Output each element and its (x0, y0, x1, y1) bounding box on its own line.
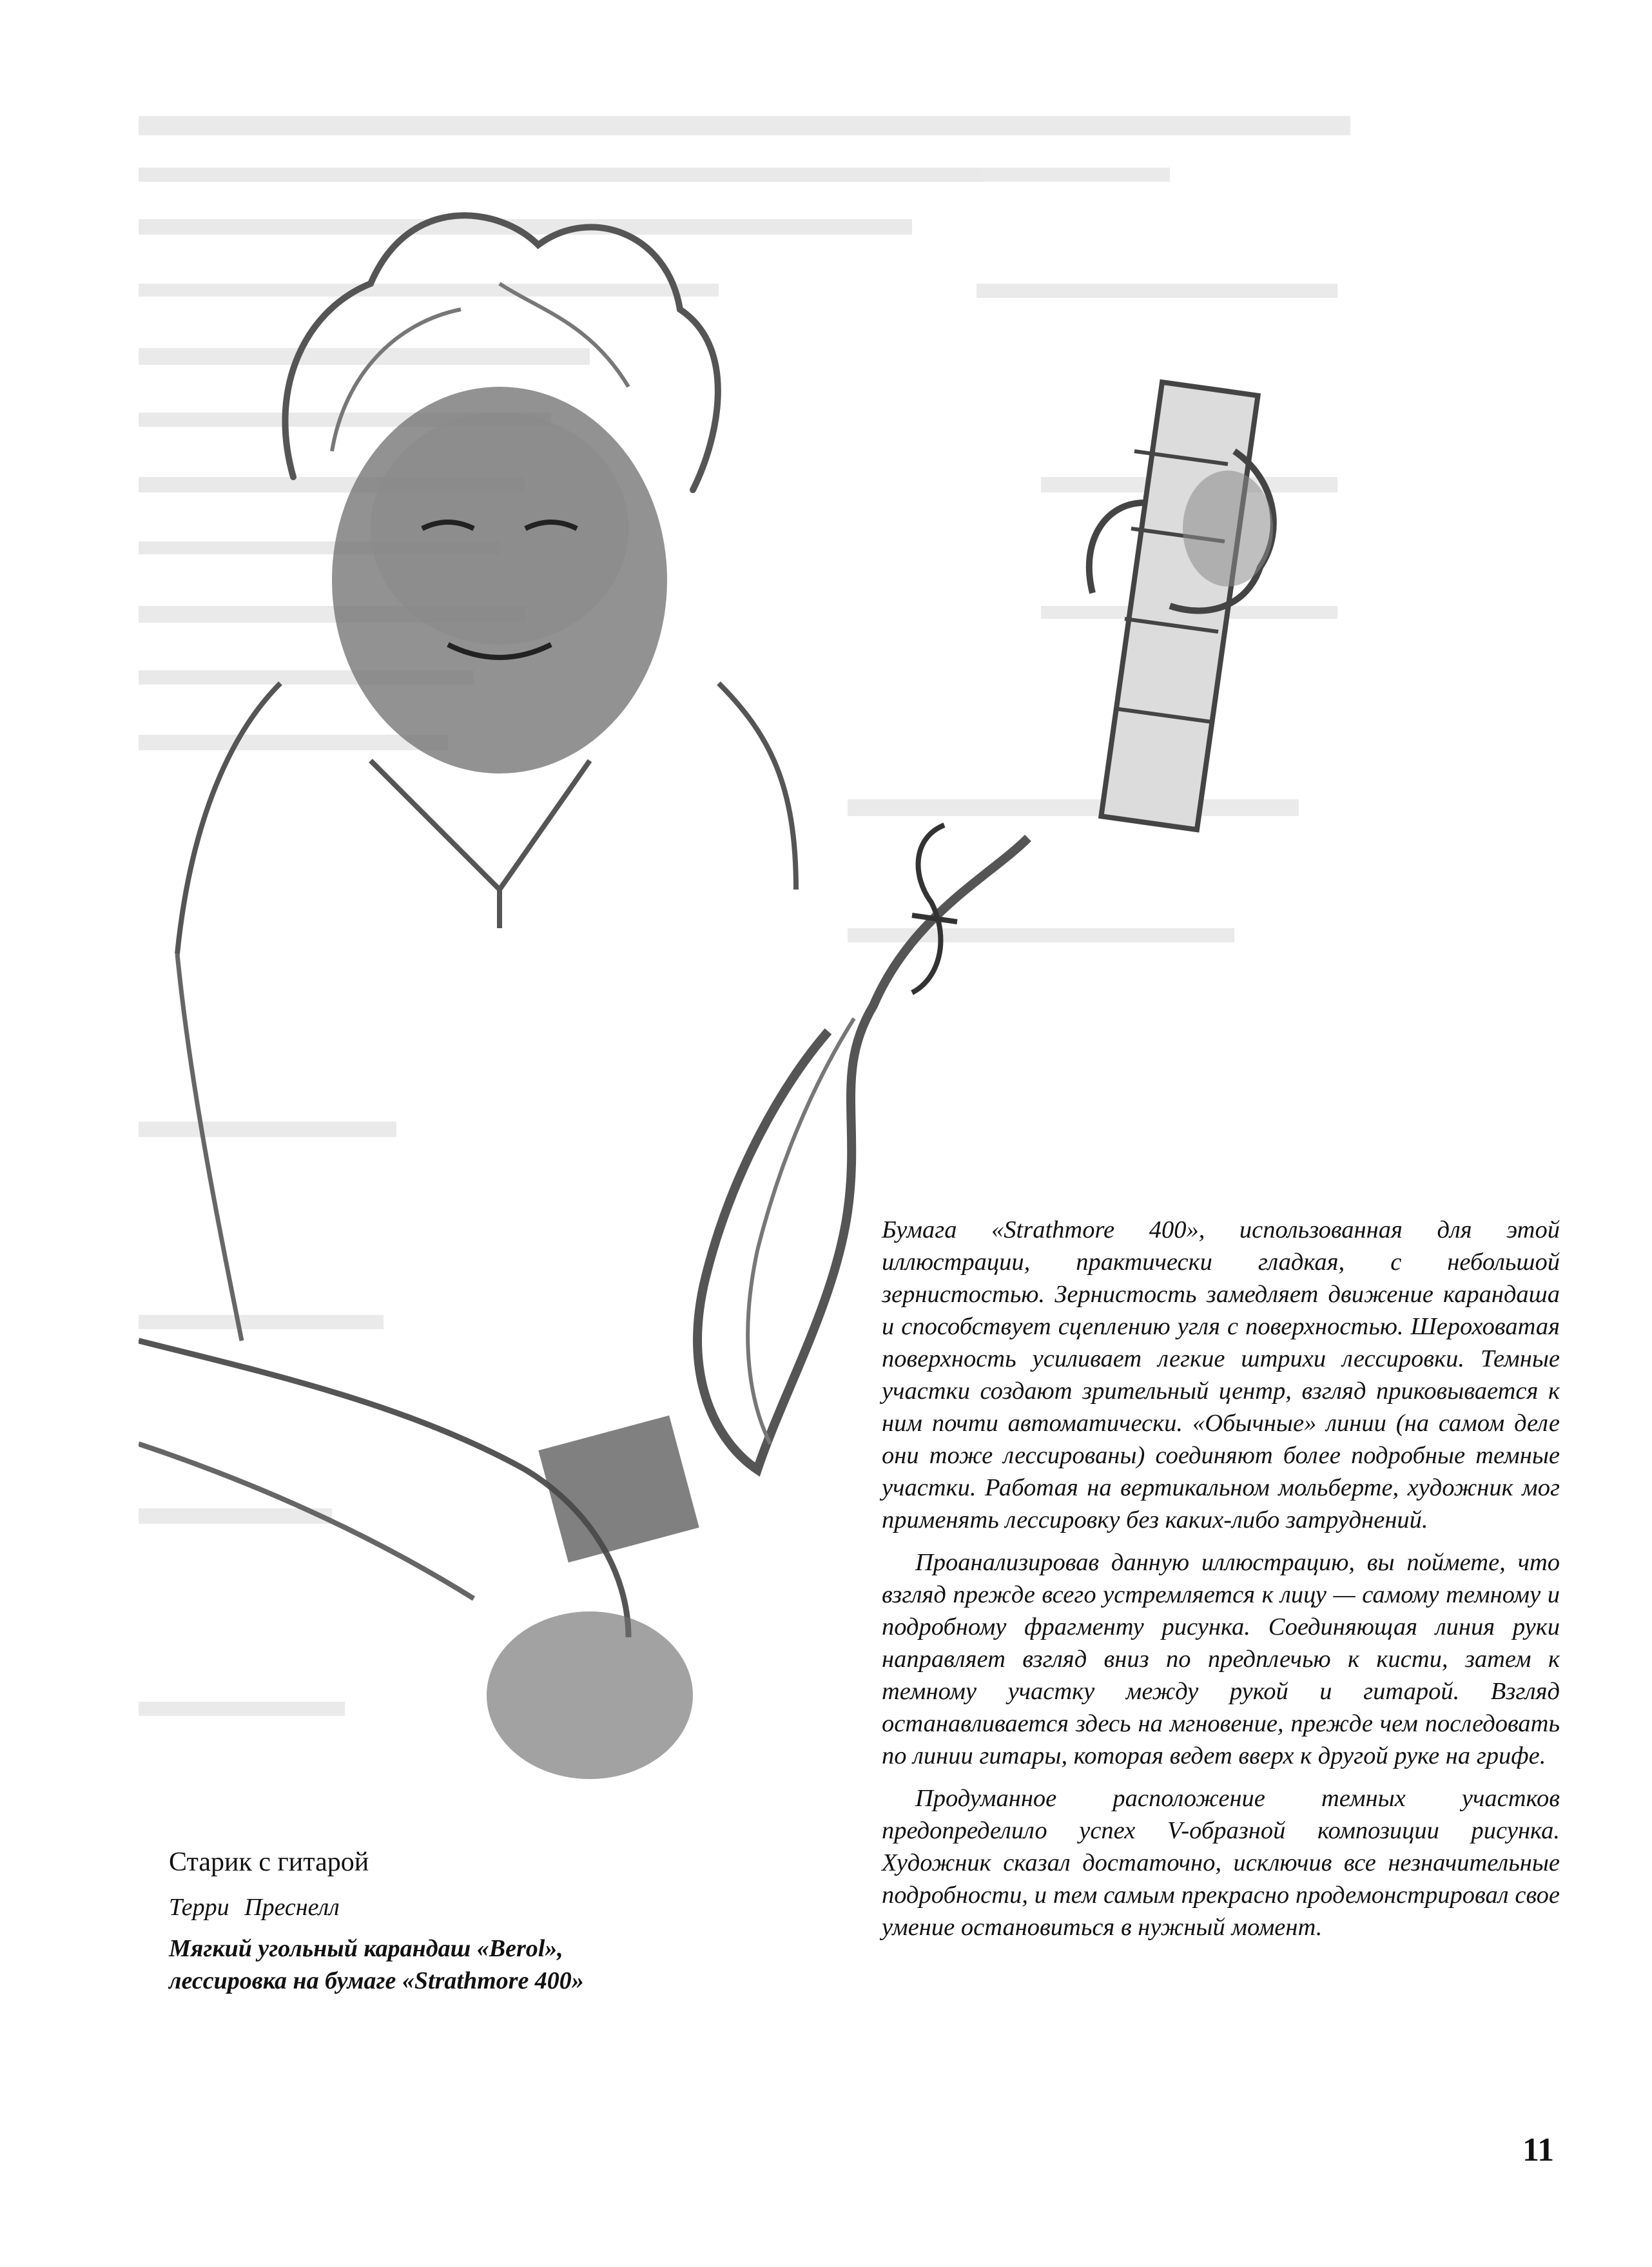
caption-medium-line-1: Мягкий угольный карандаш «Berol», (169, 1934, 563, 1962)
caption-title: Старик с гитарой (169, 1847, 369, 1877)
figure-caption (169, 1845, 749, 1997)
hand-dark-area (487, 1611, 693, 1779)
wrist-dark-band (538, 1416, 699, 1562)
caption-medium-line-2: лессировка на бумаге «Strathmore 400» (169, 1967, 584, 1995)
paragraph-3: Продуманное расположение темных участков предопределило успех V-образной композиции рисунка. Художник сказал достаточно, исключив все незначительные подробности, и тем самым прекрасно продемонстрировал свое умение остановиться в нужный момент. (882, 1785, 1560, 1941)
paragraph-1: Бумага «Strathmore 400», использованная для этой иллюстрации, практически гладкая, с небольшой зернистостью. Зернистость замедляет движение карандаша и способствует сцеплению угля с поверхностью. Шероховатая поверхность усиливает легкие штрихи лессировки. Темные участки создают зрительный центр, взгляд приковывается к ним почти автоматически. «Обычные» линии (на самом деле они тоже лессированы) соединяют более подробные темные участки. Работая на вертикальном мольберте, художник мог применять лессировку без каких-либо затруднений. (882, 1216, 1560, 1533)
body-text-column (882, 1214, 1560, 1954)
guitar-f-hole (912, 825, 957, 993)
caption-author: Терри Преснелл (169, 1893, 340, 1921)
page-number: 11 (1522, 2132, 1555, 2168)
paragraph-2: Проанализировав данную иллюстрацию, вы поймете, что взгляд прежде всего устремляется к лицу — самому темному и подробному фрагменту рисунка. Соединяющая линия руки направляет взгляд вниз по предплечью к кисти, затем к темному участку между рукой и гитарой. Взгляд останавливается здесь на мгновение, прежде чем последовать по линии гитары, которая ведет вверх к другой руке на грифе. (882, 1549, 1560, 1769)
